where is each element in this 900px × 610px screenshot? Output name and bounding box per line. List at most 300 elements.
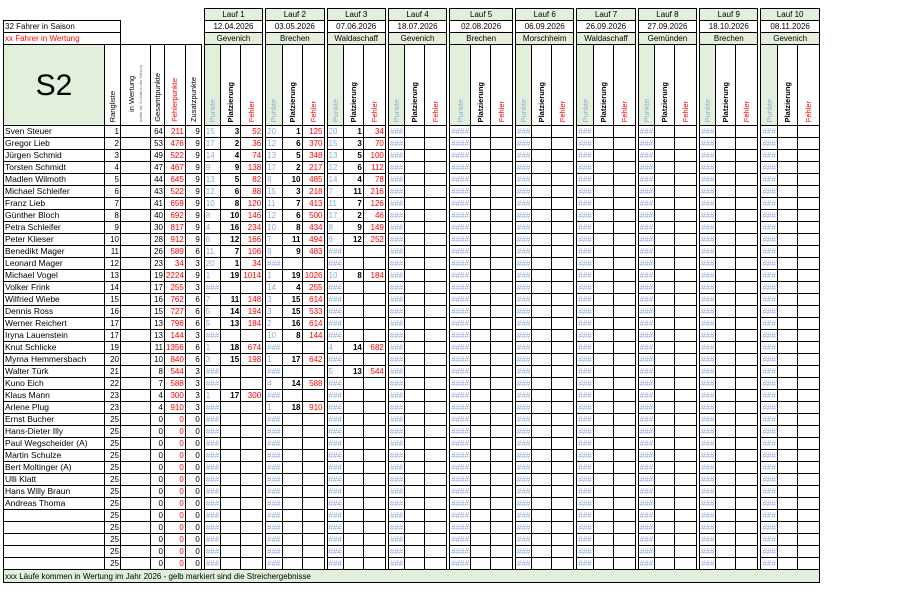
run-punkte-cell: ### (762, 439, 776, 448)
run-platz-cell (471, 258, 491, 270)
run-punkte-cell: ### (267, 475, 281, 484)
fehlerpunkte-cell: 34 (165, 258, 186, 270)
run-fehler-cell (552, 462, 574, 474)
run-punkte-cell: 13 (327, 150, 343, 162)
rank-cell: 14 (105, 282, 121, 294)
wertung-cell (121, 462, 151, 474)
punkte-header (577, 45, 593, 126)
run-fehler-cell (425, 210, 447, 222)
run-platz-cell (655, 222, 675, 234)
run-punkte-cell: ### (267, 439, 281, 448)
run-platz-cell (282, 522, 302, 534)
run-platz-cell: 13 (221, 318, 241, 330)
fehlerpunkte-cell: 144 (165, 330, 186, 342)
run-platz-cell (343, 558, 363, 570)
fehlerpunkte-cell: 300 (165, 390, 186, 402)
lauf-date-row (4, 21, 820, 33)
run-fehler-cell (613, 210, 635, 222)
platzierung-header-label: Platzierung (226, 81, 236, 122)
gesamt-cell: 0 (151, 486, 165, 498)
run-fehler-cell (613, 414, 635, 426)
run-platz-cell (471, 318, 491, 330)
run-punkte-cell: ### (639, 355, 654, 364)
run-punkte-cell: #### (451, 391, 470, 400)
run-fehler-cell: 120 (241, 198, 263, 210)
driver-name: Knut Schlicke (4, 342, 105, 354)
run-fehler-cell (552, 210, 574, 222)
run-fehler-cell (363, 414, 385, 426)
run-punkte-cell: ### (389, 175, 404, 184)
run-fehler-cell: 34 (241, 258, 263, 270)
run-platz-cell (343, 414, 363, 426)
run-platz-cell (777, 366, 797, 378)
run-punkte-cell: ### (701, 511, 715, 520)
run-platz-cell (343, 534, 363, 546)
run-punkte-cell: ### (389, 139, 404, 148)
wertung-cell (121, 138, 151, 150)
run-punkte-cell: ### (762, 151, 776, 160)
run-fehler-cell (797, 222, 819, 234)
run-punkte-cell: ### (389, 295, 404, 304)
run-fehler-cell (675, 510, 697, 522)
run-punkte-cell: 5 (327, 366, 343, 378)
run-fehler-cell (797, 474, 819, 486)
run-platz-cell (777, 306, 797, 318)
run-platz-cell: 8 (282, 330, 302, 342)
rank-cell: 25 (105, 522, 121, 534)
run-fehler-cell (675, 174, 697, 186)
run-fehler-cell (552, 534, 574, 546)
zusatz-cell: 6 (185, 342, 201, 354)
run-platz-cell (405, 282, 425, 294)
run-platz-cell (593, 510, 613, 522)
run-platz-cell (655, 498, 675, 510)
run-punkte-cell: ### (205, 427, 220, 436)
platzierung-header-text (410, 80, 419, 122)
run-platz-cell (532, 138, 552, 150)
run-fehler-cell (491, 462, 513, 474)
run-fehler-cell (736, 294, 758, 306)
run-fehler-cell (675, 198, 697, 210)
run-platz-cell (777, 210, 797, 222)
fehler-header (736, 45, 758, 126)
punkte-header-label: Punkte (330, 98, 340, 122)
run-punkte-cell: ### (267, 547, 281, 556)
platzierung-header-text (537, 80, 546, 122)
run-punkte-cell: ### (267, 367, 281, 376)
zusatz-cell: 9 (185, 198, 201, 210)
run-punkte-cell: ### (389, 199, 404, 208)
run-platz-cell (405, 354, 425, 366)
gesamt-cell: 4 (151, 402, 165, 414)
driver-name: Werner Reichert (4, 318, 105, 330)
run-platz-cell (532, 450, 552, 462)
run-platz-cell: 1 (221, 258, 241, 270)
run-fehler-cell (736, 282, 758, 294)
zusatz-cell: 6 (185, 354, 201, 366)
run-fehler-cell (425, 510, 447, 522)
run-fehler-cell (363, 294, 385, 306)
run-fehler-cell: 112 (363, 162, 385, 174)
fehlerpunkte-cell: 840 (165, 354, 186, 366)
run-fehler-cell (736, 270, 758, 282)
run-platz-cell (532, 294, 552, 306)
zusatz-cell: 0 (185, 534, 201, 546)
run-fehler-cell (736, 522, 758, 534)
run-platz-cell (471, 330, 491, 342)
run-punkte-cell: ### (578, 511, 592, 520)
run-fehler-cell (425, 390, 447, 402)
run-punkte-cell: ### (639, 379, 654, 388)
platzierung-header-label: Platzierung (660, 81, 670, 122)
run-platz-cell: 17 (282, 354, 302, 366)
run-platz-cell (405, 450, 425, 462)
driver-name: Michael Vogel (4, 270, 105, 282)
platzierung-header (221, 45, 241, 126)
run-platz-cell (405, 198, 425, 210)
run-punkte-cell: ### (517, 163, 531, 172)
run-platz-cell: 12 (221, 234, 241, 246)
run-punkte-cell: 15 (327, 138, 343, 150)
run-platz-cell (532, 498, 552, 510)
run-punkte-cell: ### (701, 451, 715, 460)
run-punkte-cell: ### (639, 475, 654, 484)
run-punkte-cell: ### (267, 451, 281, 460)
gesamt-cell: 11 (151, 342, 165, 354)
run-platz-cell (282, 486, 302, 498)
run-punkte-cell: ### (389, 427, 404, 436)
run-punkte-cell: 12 (266, 210, 282, 222)
fehlerpunkte-cell: 255 (165, 282, 186, 294)
run-fehler-cell (736, 462, 758, 474)
run-fehler-cell (797, 426, 819, 438)
run-punkte-cell: 20 (204, 258, 220, 270)
run-fehler-cell (675, 378, 697, 390)
run-punkte-cell: ### (762, 295, 776, 304)
rank-cell: 25 (105, 450, 121, 462)
run-punkte-cell: ### (328, 415, 342, 424)
run-platz-cell (593, 318, 613, 330)
rank-cell: 25 (105, 546, 121, 558)
run-platz-cell (655, 186, 675, 198)
run-punkte-cell: 2 (266, 318, 282, 330)
punkte-header-text (519, 97, 528, 122)
gesamt-cell: 30 (151, 222, 165, 234)
run-fehler-cell (491, 366, 513, 378)
punkte-header-label: Punkte (580, 98, 590, 122)
run-platz-cell (532, 126, 552, 138)
run-fehler-cell (613, 222, 635, 234)
run-punkte-cell: ### (701, 247, 715, 256)
fehler-header-text (497, 99, 506, 122)
run-fehler-cell (491, 222, 513, 234)
run-punkte-cell: ### (328, 535, 342, 544)
lauf-name-cell: Lauf 1 (204, 9, 262, 21)
punkte-header-text (703, 97, 712, 122)
run-fehler-cell (363, 318, 385, 330)
run-punkte-cell: ### (578, 211, 592, 220)
run-fehler-cell (675, 186, 697, 198)
run-fehler-cell (241, 378, 263, 390)
class-label: S2 (4, 45, 105, 126)
run-platz-cell (777, 390, 797, 402)
run-platz-cell (471, 138, 491, 150)
run-fehler-cell (613, 426, 635, 438)
run-platz-cell (716, 246, 736, 258)
run-fehler-cell: 434 (302, 222, 324, 234)
driver-name: Sven Steuer (4, 126, 105, 138)
run-fehler-cell (552, 474, 574, 486)
run-platz-cell (405, 258, 425, 270)
zusatz-cell: 9 (185, 222, 201, 234)
fehlerpunkte-cell: 659 (165, 198, 186, 210)
run-punkte-cell: ### (701, 427, 715, 436)
run-fehler-cell: 218 (302, 186, 324, 198)
run-platz-cell (593, 486, 613, 498)
run-punkte-cell: ### (328, 379, 342, 388)
run-platz-cell (343, 246, 363, 258)
run-fehler-cell (552, 558, 574, 570)
run-platz-cell (471, 342, 491, 354)
run-punkte-cell: 14 (266, 282, 282, 294)
run-platz-cell (405, 174, 425, 186)
run-fehler-cell: 642 (302, 354, 324, 366)
run-platz-cell (221, 474, 241, 486)
run-punkte-cell: 14 (204, 150, 220, 162)
gesamt-cell: 49 (151, 150, 165, 162)
punkte-header-text (392, 97, 401, 122)
run-punkte-cell: ### (639, 463, 654, 472)
lauf-date-cell: 02.08.2026 (450, 21, 513, 33)
run-fehler-cell (241, 474, 263, 486)
zusatz-cell: 6 (185, 318, 201, 330)
run-fehler-cell (552, 330, 574, 342)
rank-cell: 25 (105, 498, 121, 510)
run-fehler-cell (736, 366, 758, 378)
run-punkte-cell: ### (578, 283, 592, 292)
run-platz-cell (593, 522, 613, 534)
run-fehler-cell (613, 306, 635, 318)
run-platz-cell (532, 534, 552, 546)
run-punkte-cell: ### (578, 187, 592, 196)
run-fehler-cell (675, 222, 697, 234)
run-fehler-cell (613, 234, 635, 246)
run-fehler-cell (675, 522, 697, 534)
run-punkte-cell: ### (639, 259, 654, 268)
wertung-count: xx Fahrer in Wertung (4, 33, 121, 45)
run-punkte-cell: ### (578, 199, 592, 208)
run-platz-cell (777, 534, 797, 546)
run-platz-cell: 1 (343, 126, 363, 138)
run-punkte-cell: ### (578, 379, 592, 388)
platzierung-header-label: Platzierung (476, 81, 486, 122)
run-fehler-cell (797, 258, 819, 270)
platzierung-header-text (226, 80, 235, 122)
table-row (4, 378, 820, 390)
run-punkte-cell: ### (701, 463, 715, 472)
run-punkte-cell: ### (517, 271, 531, 280)
run-platz-cell: 8 (343, 270, 363, 282)
run-fehler-cell (241, 282, 263, 294)
run-platz-cell: 7 (221, 246, 241, 258)
run-platz-cell: 12 (343, 234, 363, 246)
run-fehler-cell (613, 150, 635, 162)
run-platz-cell (532, 174, 552, 186)
run-platz-cell (221, 498, 241, 510)
run-punkte-cell: ### (517, 175, 531, 184)
run-punkte-cell: ### (762, 403, 776, 412)
zusatz-cell: 0 (185, 498, 201, 510)
gesamt-cell: 23 (151, 258, 165, 270)
run-fehler-cell (552, 354, 574, 366)
footer-row (4, 570, 820, 583)
driver-name (4, 522, 105, 534)
run-fehler-cell (613, 354, 635, 366)
run-platz-cell (777, 414, 797, 426)
driver-name: Günther Bloch (4, 210, 105, 222)
driver-name: Petra Schleifer (4, 222, 105, 234)
run-punkte-cell: ### (205, 487, 220, 496)
table-row (4, 258, 820, 270)
run-punkte-cell: ### (389, 355, 404, 364)
run-platz-cell (405, 462, 425, 474)
fehler-header-text (804, 99, 813, 122)
run-fehler-cell (425, 198, 447, 210)
run-platz-cell (405, 150, 425, 162)
run-punkte-cell: ### (762, 523, 776, 532)
run-platz-cell (716, 306, 736, 318)
run-fehler-cell (797, 174, 819, 186)
run-punkte-cell: ### (205, 523, 220, 532)
driver-name: Kuno Eich (4, 378, 105, 390)
wertung-cell (121, 414, 151, 426)
run-fehler-cell (491, 270, 513, 282)
run-fehler-cell: 255 (302, 282, 324, 294)
fehlerpunkte-header-text (170, 76, 179, 122)
run-punkte-cell: ### (389, 319, 404, 328)
run-platz-cell (716, 534, 736, 546)
run-punkte-cell: ### (578, 139, 592, 148)
run-fehler-cell: 234 (241, 222, 263, 234)
driver-name: Bert Moltinger (A) (4, 462, 105, 474)
run-platz-cell (777, 294, 797, 306)
run-fehler-cell (797, 246, 819, 258)
run-fehler-cell (797, 522, 819, 534)
run-punkte-cell: ### (639, 211, 654, 220)
zusatz-cell: 3 (185, 330, 201, 342)
run-platz-cell: 2 (343, 210, 363, 222)
run-platz-cell (655, 414, 675, 426)
run-platz-cell (343, 402, 363, 414)
rank-cell: 15 (105, 294, 121, 306)
run-fehler-cell (797, 150, 819, 162)
run-fehler-cell (425, 258, 447, 270)
lauf-date-cell: 27.09.2026 (638, 21, 696, 33)
run-platz-cell (655, 210, 675, 222)
run-platz-cell (655, 126, 675, 138)
run-platz-cell (655, 138, 675, 150)
run-platz-cell (716, 462, 736, 474)
run-fehler-cell (613, 270, 635, 282)
run-fehler-cell (491, 318, 513, 330)
fehler-header-text (370, 99, 379, 122)
gesamt-cell: 43 (151, 186, 165, 198)
run-platz-cell (777, 438, 797, 450)
gesamt-cell: 0 (151, 522, 165, 534)
run-punkte-cell: ### (639, 247, 654, 256)
run-fehler-cell (491, 486, 513, 498)
wertung-cell (121, 378, 151, 390)
run-platz-cell: 5 (221, 174, 241, 186)
fehlerpunkte-cell: 727 (165, 306, 186, 318)
run-punkte-cell: 3 (266, 306, 282, 318)
run-platz-cell (471, 402, 491, 414)
run-platz-cell (655, 450, 675, 462)
run-punkte-cell: ### (639, 451, 654, 460)
run-fehler-cell (613, 486, 635, 498)
run-platz-cell (471, 246, 491, 258)
run-punkte-cell: ### (639, 271, 654, 280)
punkte-header-text (642, 97, 651, 122)
run-fehler-cell (613, 318, 635, 330)
run-fehler-cell (736, 186, 758, 198)
gesamt-cell: 0 (151, 450, 165, 462)
run-fehler-cell: 74 (241, 150, 263, 162)
lauf-place-cell: Waldaschaff (577, 33, 635, 45)
run-platz-cell: 9 (343, 222, 363, 234)
lauf-place-cell: Gevenich (761, 33, 819, 45)
rank-cell: 5 (105, 174, 121, 186)
run-platz-cell (221, 534, 241, 546)
run-fehler-cell (425, 186, 447, 198)
lauf-date-cell: 06.09.2026 (516, 21, 574, 33)
run-punkte-cell: ### (701, 223, 715, 232)
run-platz-cell (405, 426, 425, 438)
run-fehler-cell (797, 306, 819, 318)
run-fehler-cell: 252 (363, 234, 385, 246)
run-platz-cell (777, 546, 797, 558)
run-punkte-cell: ### (701, 535, 715, 544)
run-platz-cell (777, 486, 797, 498)
run-platz-cell (593, 438, 613, 450)
run-platz-cell (593, 558, 613, 570)
run-fehler-cell (241, 522, 263, 534)
run-fehler-cell (425, 474, 447, 486)
run-fehler-cell (797, 402, 819, 414)
run-platz-cell (221, 426, 241, 438)
run-platz-cell (405, 414, 425, 426)
run-punkte-cell: ### (762, 163, 776, 172)
run-punkte-cell: ### (328, 295, 342, 304)
run-platz-cell (593, 162, 613, 174)
run-punkte-cell: ### (517, 223, 531, 232)
in-wertung-header-label: in Wertung (126, 75, 136, 112)
run-fehler-cell: 413 (302, 198, 324, 210)
run-fehler-cell (363, 498, 385, 510)
run-punkte-cell: #### (451, 319, 470, 328)
run-fehler-cell (613, 294, 635, 306)
lauf-name-cell: Lauf 6 (516, 9, 574, 21)
run-fehler-cell (613, 186, 635, 198)
wertung-cell (121, 354, 151, 366)
driver-name (4, 510, 105, 522)
run-punkte-cell: ### (328, 307, 342, 316)
run-punkte-cell: ### (205, 415, 220, 424)
zusatz-cell: 3 (185, 378, 201, 390)
run-platz-cell (282, 366, 302, 378)
fehlerpunkte-cell: 0 (165, 438, 186, 450)
run-punkte-cell: ### (578, 475, 592, 484)
